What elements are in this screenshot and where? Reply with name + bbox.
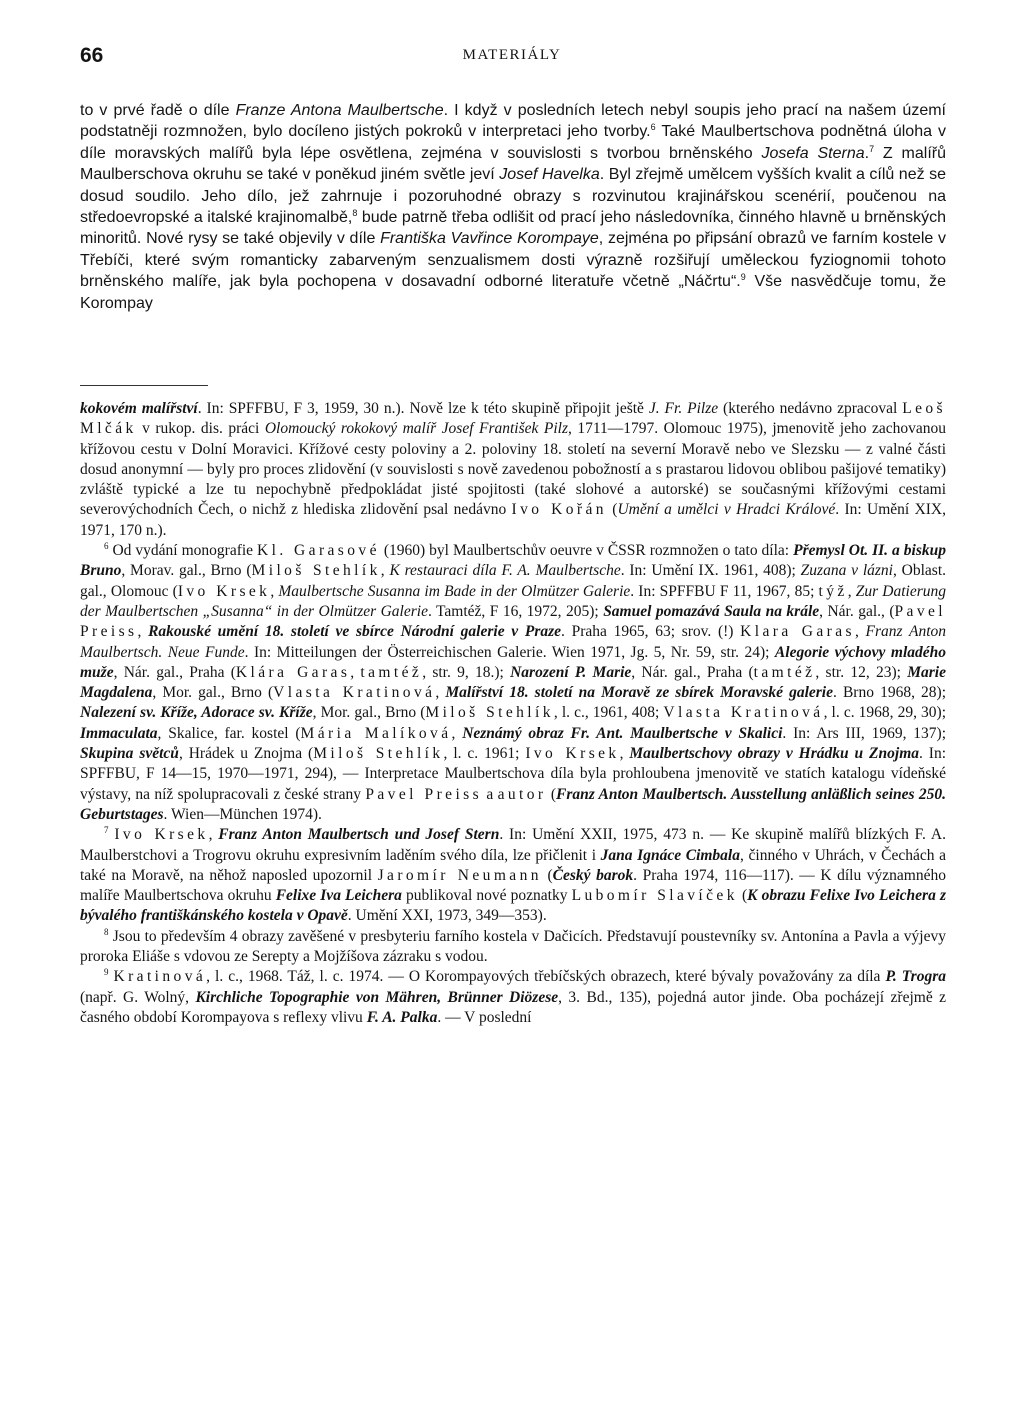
footnote-ref: 9 — [740, 272, 746, 283]
emphasis-name: Josefa Sterna — [761, 144, 865, 162]
footnote-6: $^6$ Od vydání monografie Kl. Garasové (1960) byl Maulbertschův oeuvre v ČSSR rozmnožen o tato díla: Přemysl Ot. II. a biskup Bruno, Morav. gal., Brno (Miloš Stehlík, K restauraci díla F. A. Maulbertsche. In: Umění IX. 1961, 408); Zuzana v lázni, Oblast. gal., Olomouc (Ivo Krsek, Maulbertsche Susanna im Bade in der Olmützer Galerie. In: SPFFBU F 11, 1967, 85; týž, Zur Datierung der Maulbertschen „Susanna“ in der Olmützer Galerie. Tamtéž, F 16, 1972, 205); Samuel pomazává Saula na krále, Nár. gal., (Pavel Preiss, Rakouské umění 18. století ve sbírce Národní galerie v Praze. Praha 1965, 63; srov. (!) Klara Garas, Franz Anton Maulbertsch. Neue Funde. In: Mitteilungen der Österreichischen Galerie. Wien 1971, Jg. 5, Nr. 59, str. 24); Alegorie výchovy mladého muže, Nár. gal., Praha (Klára Garas, tamtéž, str. 9, 18.); Narození P. Marie, Nár. gal., Praha (tamtéž, str. 12, 23); Marie Magdalena, Mor. gal., Brno (Vlasta Kratinová, Malířství 18. století na Moravě ze sbírek Moravské galerie. Brno 1968, 28); Nalezení sv. Kříže, Adorace sv. Kříže, Mor. gal., Brno (Miloš Stehlík, l. c., 1961, 408; Vlasta Kratinová, l. c. 1968, 29, 30); Immaculata, Skalice, far. kostel (Mária Malíková, Neznámý obraz Fr. Ant. Maulbertsche v Skalici. In: Ars III, 1969, 137); Skupina světců, Hrádek u Znojma (Miloš Stehlík, l. c. 1961; Ivo Krsek, Maulbertschovy obrazy v Hrádku u Znojma. In: SPFFBU, F 14—15, 1970—1971, 294), — Interpretace Maulbertschova díla byla prohloubena jmenovitě ve statích katalogu vídeňské výstavy, na níž spolupracovali z české strany Pavel Preiss a autor (Franz Anton Maulbertsch. Ausstellung anläßlich seines 250. Geburtstages. Wien—München 1974). — [80, 541, 947, 823]
body-paragraph: to v prvé řadě o díle Franze Antona Maulbertsche. I když v posledních letech nebyl soupis jeho prací na našem území podstatněji rozmnožen, bylo docíleno jistých pokroků v interpretaci jeho tvorby.$^6$ Také Maulbertschova podnětná úloha v díle moravských malířů byla lépe osvětlena, zejména v souvislosti s tvorbou brněnského Josefa Sterna.$^7$ Z malířů Maulberschova okruhu se také v poněkud jiném světle jeví Josef Havelka. Byl zřejmě umělcem vyšších kvalit a cílů než se dosud soudilo. Jeho dílo, jež zahrnuje i pozoruhodné obrazy s rozvinutou krajinářskou scenérií, poučenou na středoevropské a italské krajinomalbě,$^8$ bude patrně třeba odlišit od prací jeho následovníka, činného hlavně u brněnských minoritů. Nové rysy se také objevily v díle Františka Vavřince Korompaye, zejména po připsání obrazů ve farním kostele v Třebíči, které svým romanticky zabarveným senzualismem dosti výrazně rozšiřují uměleckou fyziognomii tohoto brněnského malíře, jak byla pochopena v dosavadní odborné literatuře včetně „Náčrtu“.$^9$ Vše nasvědčuje tomu, že Korompay — [80, 102, 947, 312]
footnote-ref: 7 — [869, 143, 875, 154]
footnote-8: $^8$ Jsou to především 4 obrazy zavěšené v presbyteriu farního kostela v Dačicích. Představují poustevníky sv. Antonína a Pavla a výjevy proroka Eliáše s vdovou ze Serepty a Mojžíšova zázraku s vodou. — [80, 926, 946, 966]
footnote-number: 8 — [104, 926, 109, 937]
emphasis-name: Franze Antona Maulbertsche — [235, 102, 444, 119]
footnote-continuation: kokovém malířství. In: SPFFBU, F 3, 1959, 30 n.). Nově lze k této skupině připojit ještě J. Fr. Pilze (kterého nedávno zpracoval Leoš Mlčák v rukop. dis. práci Olomoucký rokokový malíř Josef František Pilz, 1711—1797. Olomouc 1975), jmenovitě jeho zachovanou křížovou cestu v Dolní Moravici. Křížové cesty poloviny a 2. poloviny 18. století na severní Moravě nebo ve Slezsku — z valné části dosud anonymní — byly pro proces zlidovění (v souvislosti s nově zavedenou pobožností a s prastarou lidovou oblibou pašijové tematiky) zvláště typické a lze tu nepochybně předpokládat jisté spojitosti (také slohové a autorské) se současnými křížovými cestami severovýchodních Čech, o nichž z hlediska zlidovění psal nedávno Ivo Kořán (Umění a umělci v Hradci Králové. In: Umění XIX, 1971, 170 n.). — [80, 400, 947, 539]
running-head: MATERIÁLY — [462, 47, 562, 63]
page-header — [80, 44, 944, 70]
footnotes-block — [80, 399, 946, 1028]
footnote-ref: 6 — [650, 122, 656, 133]
footnote-number: 6 — [104, 541, 109, 552]
emphasis-name: Františka Vavřince Korompaye — [380, 230, 599, 248]
emphasis-name: Josef Havelka — [499, 166, 600, 184]
footnote-9: $^9$ Kratinová, l. c., 1968. Táž, l. c. 1974. — O Korompayových třebíčských obrazech, které bývaly považovány za díla P. Trogra (např. G. Wolný, Kirchliche Topographie von Mähren, Brünner Diözese, 3. Bd., 135), pojedná autor jinde. Oba pocházejí zřejmě z časného období Korompayova s reflexy vlivu F. A. Palka. — V poslední — [80, 967, 946, 1026]
page-number: 66 — [80, 44, 104, 67]
footnote-number: 9 — [104, 967, 109, 978]
footnote-number: 7 — [104, 825, 109, 836]
footnote-7: $^7$ Ivo Krsek, Franz Anton Maulbertsch und Josef Stern. In: Umění XXII, 1975, 473 n. — Ke skupině malířů blízkých F. A. Maulberstchovi a Trogrovu okruhu expresivním laděním svého díla, lze přičlenit i Jana Ignáce Cimbala, činného v Uhrách, v Čechách a také na Moravě, na něhož naposled upozornil Jaromír Neumann (Český barok. Praha 1974, 116—117). — K dílu významného malíře Maulbertschova okruhu Felixe Iva Leichera publikoval nové poznatky Lubomír Slavíček (K obrazu Felixe Ivo Leichera z bývalého františkánského kostela v Opavě. Umění XXI, 1973, 349—353). — [80, 825, 947, 925]
footnote-divider — [80, 385, 208, 386]
footnote-ref: 8 — [352, 208, 358, 219]
